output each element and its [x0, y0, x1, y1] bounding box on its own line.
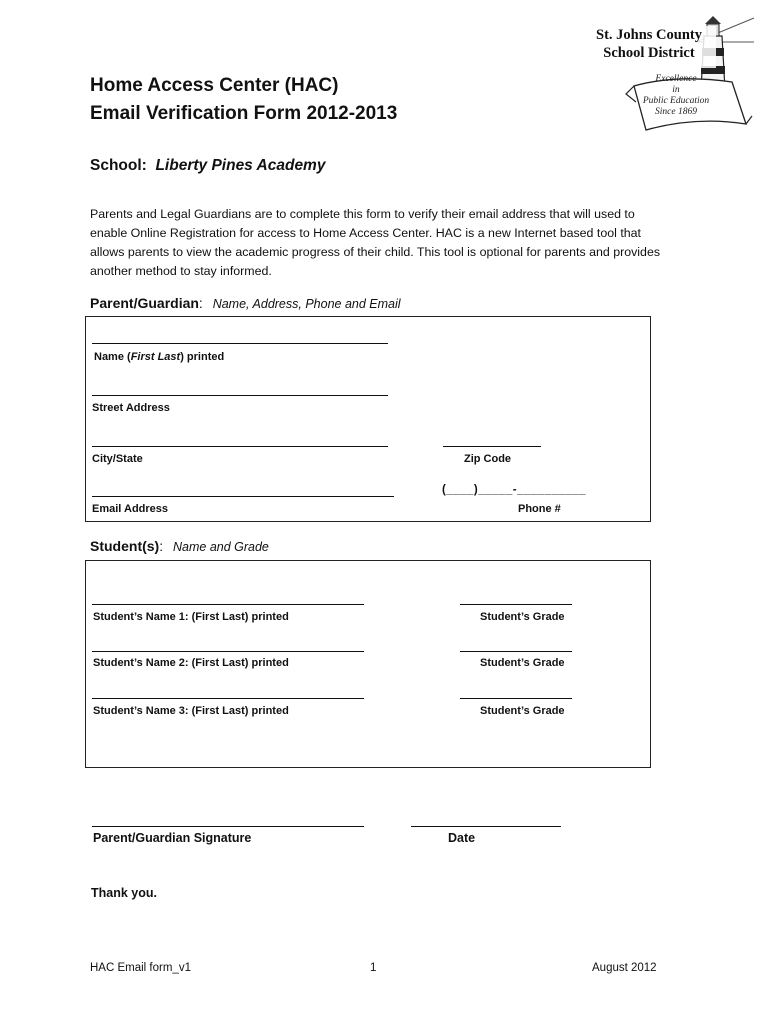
title-line-1: Home Access Center (HAC): [90, 75, 339, 96]
date-label: Date: [448, 831, 476, 845]
parent-name-line[interactable]: [92, 343, 388, 344]
student-heading-label: Student(s): [90, 538, 160, 554]
parent-name-label-italic: First Last: [130, 351, 181, 363]
student-section-heading: [90, 538, 269, 554]
student-name-1-line[interactable]: [92, 604, 364, 605]
student-grade-3-label: Student’s Grade: [480, 705, 565, 717]
student-heading-colon: :: [159, 538, 164, 554]
title-line-2: Email Verification Form 2012-2013: [90, 103, 398, 124]
parent-signature-label: Parent/Guardian Signature: [93, 831, 252, 845]
email-address-line[interactable]: [92, 496, 394, 497]
footer-form-id: HAC Email form_v1: [90, 962, 191, 974]
phone-label: Phone #: [518, 503, 561, 515]
closing-text: Thank you.: [91, 886, 157, 900]
logo-motto-1: Excellence: [655, 74, 697, 84]
email-address-label: Email Address: [92, 503, 169, 515]
student-heading-sub: Name and Grade: [173, 540, 269, 554]
student-name-2-line[interactable]: [92, 651, 364, 652]
logo-motto-2: in: [672, 85, 680, 95]
parent-name-label: [94, 351, 224, 363]
page-title: [90, 72, 397, 128]
parent-heading-colon: :: [198, 295, 203, 311]
school-name: Liberty Pines Academy: [155, 157, 326, 174]
student-name-3-label: Student’s Name 3: (First Last) printed: [93, 705, 289, 717]
footer-date: August 2012: [592, 962, 657, 974]
parent-name-label-pre: Name (: [94, 351, 131, 363]
zip-code-line[interactable]: [443, 446, 541, 447]
school-line: [90, 157, 325, 175]
zip-code-label: Zip Code: [464, 453, 512, 465]
intro-paragraph: Parents and Legal Guardians are to complete this form to verify their email address that will used to enable Online Registration for access to Home Access Center. HAC is a new Internet based tool that allows parents to view the academic progress of their child. This tool is optional for parents and provides another method to stay informed.: [90, 207, 661, 278]
parent-heading-sub: Name, Address, Phone and Email: [212, 297, 401, 311]
city-state-label: City/State: [92, 453, 143, 465]
logo-line-1: St. Johns County: [596, 27, 702, 43]
student-grade-3-line[interactable]: [460, 698, 572, 699]
student-name-1-label: Student’s Name 1: (First Last) printed: [93, 611, 289, 623]
student-grade-1-line[interactable]: [460, 604, 572, 605]
parent-signature-line[interactable]: [92, 826, 364, 827]
logo-line-2: School District: [603, 45, 695, 61]
student-grade-2-label: Student’s Grade: [480, 657, 565, 669]
student-name-2-label: Student’s Name 2: (First Last) printed: [93, 657, 289, 669]
street-address-label: Street Address: [92, 402, 170, 414]
phone-number-field[interactable]: (____)_____-__________: [442, 484, 587, 496]
student-grade-2-line[interactable]: [460, 651, 572, 652]
student-grade-1-label: Student’s Grade: [480, 611, 565, 623]
district-logo: [576, 12, 756, 142]
street-address-line[interactable]: [92, 395, 388, 396]
logo-motto-3: Public Education: [642, 96, 710, 106]
parent-section-heading: [90, 295, 401, 311]
parent-name-label-post: ) printed: [180, 351, 225, 363]
student-name-3-line[interactable]: [92, 698, 364, 699]
parent-heading-label: Parent/Guardian: [90, 295, 199, 311]
footer-page-number: 1: [370, 962, 377, 974]
school-label: School:: [90, 157, 147, 174]
date-line[interactable]: [411, 826, 561, 827]
city-state-line[interactable]: [92, 446, 388, 447]
logo-motto-4: Since 1869: [655, 107, 697, 117]
